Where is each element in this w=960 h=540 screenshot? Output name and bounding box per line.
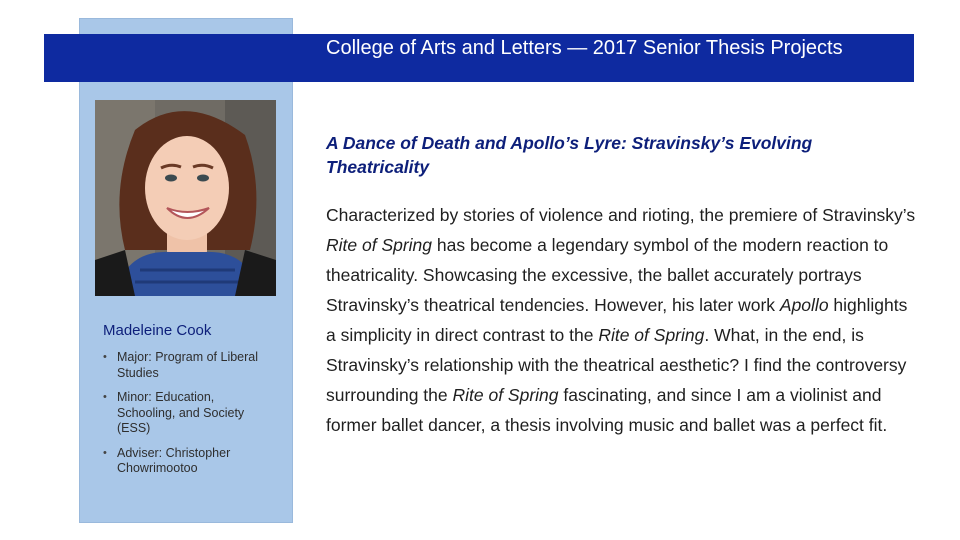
detail-text: Adviser: Christopher Chowrimootoo	[117, 445, 231, 475]
student-details-list	[103, 350, 275, 486]
bullet-icon: •	[103, 446, 107, 459]
abstract-text: highlights a simplicity in direct contrast to the	[326, 295, 908, 345]
abstract-italic: Rite of Spring	[598, 325, 705, 345]
abstract-italic: Rite of Spring	[452, 385, 559, 405]
bullet-icon: •	[103, 351, 107, 363]
abstract-text: fascinating, and since I am a violinist and former ballet dancer, a thesis involving music and ballet was a perfect fit.	[326, 385, 888, 435]
thesis-title: A Dance of Death and Apollo’s Lyre: Stravinsky’s Evolving Theatricality	[326, 133, 813, 177]
detail-major	[103, 350, 275, 381]
detail-minor	[103, 390, 275, 437]
abstract-text: . What, in the end, is Stravinsky’s relationship with the theatrical aesthetic? I find the controversy surrounding the	[326, 325, 907, 405]
abstract-text: has become a legendary symbol of the modern reaction to theatricality. Showcasing the excessive, the ballet accurately portrays Stravinsky’s theatrical tendencies. However, his later work	[326, 235, 889, 315]
detail-text: Minor: Education, Schooling, and Society (ESS)	[117, 390, 245, 435]
detail-adviser	[103, 446, 275, 477]
detail-text: Major: Program of Liberal Studies	[117, 350, 259, 380]
page-title: College of Arts and Letters — 2017 Senior Thesis Projects	[326, 37, 843, 59]
abstract-text: Characterized by stories of violence and rioting, the premiere of Stravinsky’s	[326, 205, 916, 225]
student-photo	[95, 100, 276, 296]
abstract-italic: Apollo	[779, 295, 829, 315]
bullet-icon: •	[103, 391, 107, 403]
student-name: Madeleine Cook	[103, 322, 212, 339]
abstract-italic: Rite of Spring	[326, 235, 433, 255]
thesis-abstract	[326, 200, 916, 440]
